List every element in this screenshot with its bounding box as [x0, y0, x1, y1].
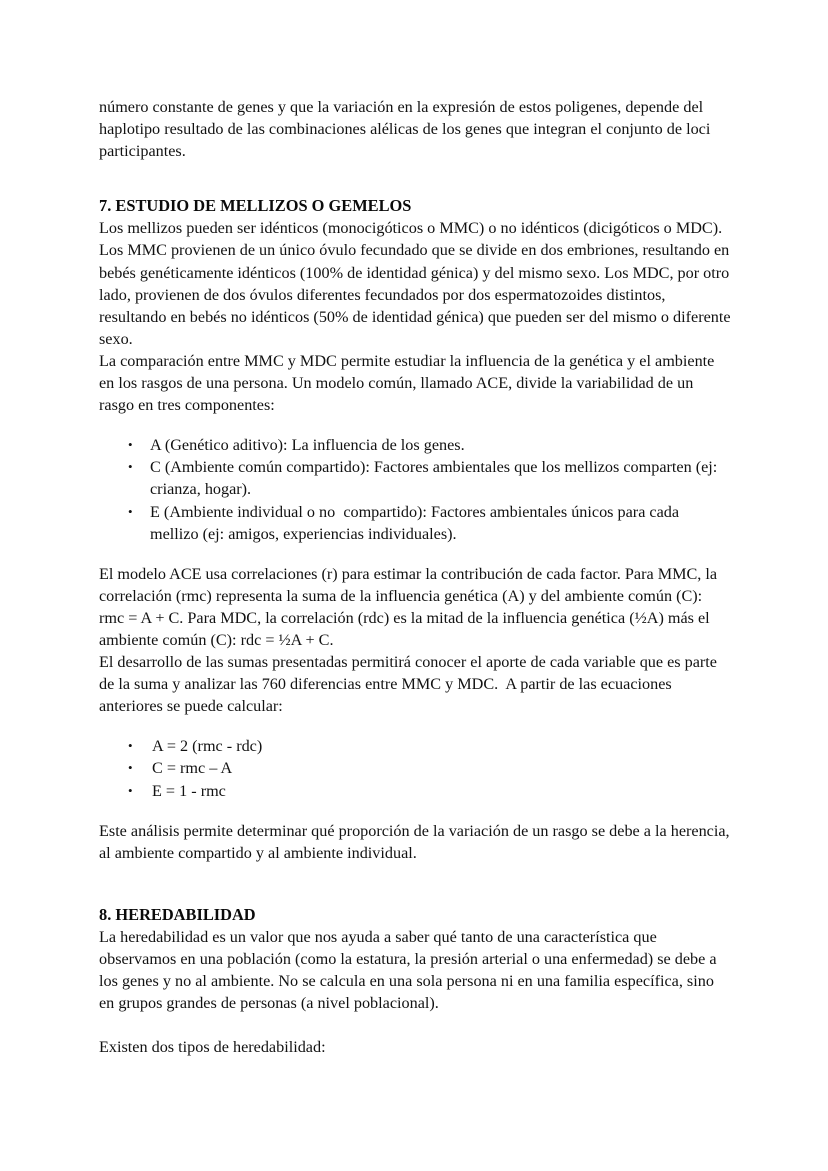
list-item: • A = 2 (rmc - rdc): [99, 735, 731, 757]
spacer: [99, 545, 731, 563]
spacer: [99, 802, 731, 820]
section-7-heading: 7. ESTUDIO DE MELLIZOS O GEMELOS: [99, 196, 412, 216]
section-8-paragraph-2: Existen dos tipos de heredabilidad:: [99, 1038, 326, 1057]
list-item: • C (Ambiente común compartido): Factores ambientales que los mellizos comparten (ej: crianza, hogar).: [99, 456, 731, 500]
list-item: • E (Ambiente individual o no compartido): Factores ambientales únicos para cada mellizo (ej: amigos, experiencias individuales).: [99, 501, 731, 545]
intro-paragraph: número constante de genes y que la variación en la expresión de estos poligenes, depende del haplotipo resultado de las combinaciones alélicas de los genes que integran el conjunto de loci participantes.: [99, 98, 715, 161]
spacer: [99, 162, 731, 184]
section-8-heading: 8. HEREDABILIDAD: [99, 904, 256, 924]
spacer: [99, 864, 731, 904]
section-7-paragraph-3: El modelo ACE usa correlaciones (r) para estimar la contribución de cada factor. Para MMC, la correlación (rmc) representa la suma de la influencia genética (A) y del ambiente común (C): rmc = A + C. Para MDC, la correlación (rdc) es la mitad de la influencia genética (½A) más el ambiente común (C): rdc = ½A + C.: [99, 564, 722, 649]
ace-components-list: [99, 434, 731, 544]
section-7-paragraph-4: El desarrollo de las sumas presentadas permitirá conocer el aporte de cada variable que es parte de la suma y analizar las 760 diferencias entre MMC y MDC. A partir de las ecuaciones anteriores se puede calcular:: [99, 653, 722, 716]
list-item: • E = 1 - rmc: [99, 780, 731, 802]
document-body: [99, 96, 735, 1058]
list-item: • A (Genético aditivo): La influencia de los genes.: [99, 434, 731, 456]
spacer: [99, 416, 731, 434]
section-7-paragraph-5: Este análisis permite determinar qué proporción de la variación de un rasgo se debe a la herencia, al ambiente compartido y al ambiente individual.: [99, 821, 734, 862]
spacer: [99, 184, 731, 195]
equations-list: [99, 735, 731, 801]
section-8-paragraph-1: La heredabilidad es un valor que nos ayuda a saber qué tanto de una característica que observamos en una población (como la estatura, la presión arterial o una enfermedad) se debe a los genes y no al ambiente. No se calcula en una sola persona ni en una familia específica, sino en grupos grandes de personas (a nivel poblacional).: [99, 927, 721, 1013]
spacer: [99, 717, 731, 735]
section-7-paragraph-1: Los mellizos pueden ser idénticos (monocigóticos o MMC) o no idénticos (dicigóticos o MDC). Los MMC provienen de un único óvulo fecundado que se divide en dos embriones, resultando en bebés genéticamente idénticos (100% de identidad génica) y del mismo sexo. Los MDC, por otro lado, provienen de dos óvulos diferentes fecundados por dos espermatozoides distintos, resultando en bebés no idénticos (50% de identidad génica) que pueden ser del mismo o diferente sexo.: [99, 219, 735, 348]
list-item: • C = rmc – A: [99, 757, 731, 779]
section-7-paragraph-2: La comparación entre MMC y MDC permite estudiar la influencia de la genética y el ambiente en los rasgos de una persona. Un modelo común, llamado ACE, divide la variabilidad de un rasgo en tres componentes:: [99, 351, 719, 415]
spacer: [99, 1014, 731, 1036]
